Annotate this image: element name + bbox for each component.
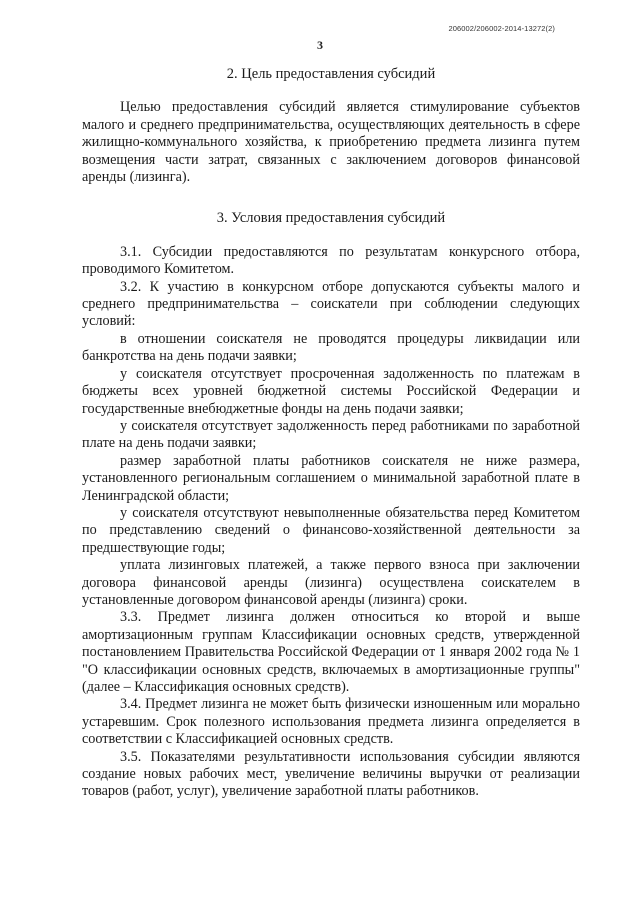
paragraph-goal: Целью предоставления субсидий является стимулирование субъектов малого и среднего предпринимательства, осуществляющих деятельность в сфере жилищно-коммунального хозяйства, к приобретению предмета лизинга путем возмещения части затрат, связанных с заключением договоров финансовой аренды (лизинга). — [82, 99, 580, 186]
section-title-goal: 2. Цель предоставления субсидий — [226, 66, 436, 82]
condition-leasing-payments: уплата лизинговых платежей, а также первого взноса при заключении договора финансовой аренды (лизинга) осуществлена соискателем в установленные договором финансовой аренды (лизинга) сроки. — [82, 557, 580, 608]
document-body — [82, 66, 580, 801]
paragraph-3-4: 3.4. Предмет лизинга не может быть физически изношенным или морально устаревшим. Срок полезного использования предмета лизинга определяется в соответствии с Классификацией основных средств. — [82, 696, 580, 748]
condition-no-tax-debt: у соискателя отсутствует просроченная задолженность по платежам в бюджеты всех уровней бюджетной системы Российской Федерации и государственные внебюджетные фонды на день подачи заявки; — [82, 365, 580, 417]
condition-no-obligations: у соискателя отсутствуют невыполненные обязательства перед Комитетом по представлению сведений о финансово-хозяйственной деятельности за предшествующие годы; — [82, 504, 580, 556]
condition-no-liquidation: в отношении соискателя не проводятся процедуры ликвидации или банкротства на день подачи заявки; — [82, 330, 580, 365]
page-number: 3 — [317, 38, 323, 52]
paragraph-3-2: 3.2. К участию в конкурсном отборе допускаются субъекты малого и среднего предпринимательства – соискатели при соблюдении следующих условий: — [82, 278, 580, 330]
section-title-conditions: 3. Условия предоставления субсидий — [216, 210, 446, 227]
document-id: 206002/206002-2014-13272(2) — [448, 24, 555, 33]
condition-no-wage-debt: у соискателя отсутствует задолженность перед работниками по заработной плате на день подачи заявки; — [82, 417, 580, 452]
paragraph-3-5: 3.5. Показателями результативности использования субсидии являются создание новых рабочих мест, увеличение величины выручки от реализации товаров (работ, услуг), увеличение заработной платы работников. — [82, 748, 580, 800]
condition-min-wage: размер заработной платы работников соискателя не ниже размера, установленного региональным соглашением о минимальной заработной плате в Ленинградской области; — [82, 452, 580, 504]
paragraph-3-3: 3.3. Предмет лизинга должен относиться ко второй и выше амортизационным группам Классификации основных средств, утвержденной постановлением Правительства Российской Федерации от 1 января 2002 года № 1 "О классификации основных средств, включаемых в амортизационные группы" (далее – Классификация основных средств). — [82, 609, 580, 695]
paragraph-3-1: 3.1. Субсидии предоставляются по результатам конкурсного отбора, проводимого Комитетом. — [82, 243, 580, 278]
